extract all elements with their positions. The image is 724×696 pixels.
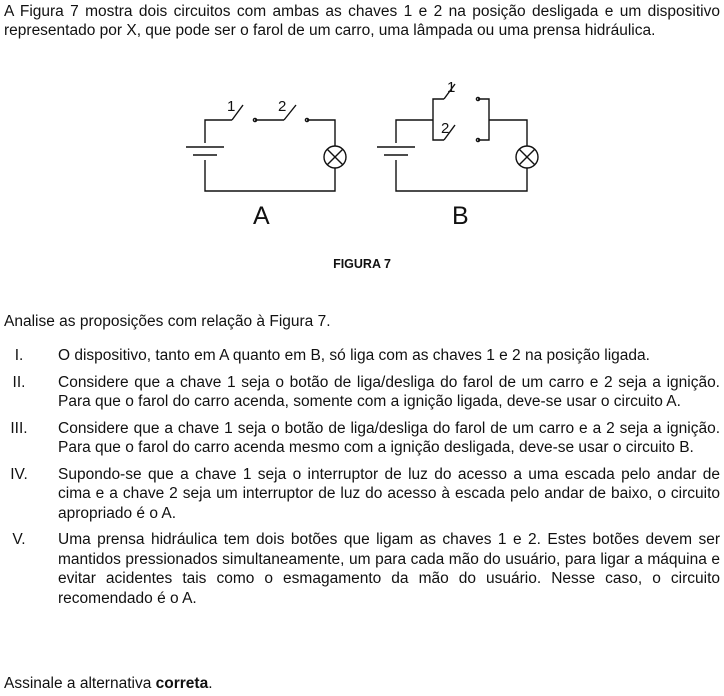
proposition-text: Considere que a chave 1 seja o botão de liga/desliga do farol de um carro e 2 seja a ignição. Para que o farol do carro acenda, somente com a ignição ligada, deve-se usar o circuito A. <box>58 373 720 410</box>
proposition-numeral: IV. <box>10 465 28 483</box>
proposition-numeral: III. <box>10 419 28 437</box>
intro-paragraph: A Figura 7 mostra dois circuitos com ambas as chaves 1 e 2 na posição desligada e um dispositivo representado por X, que pode ser o farol de um carro, uma lâmpada ou uma prensa hidráulica. <box>4 3 720 39</box>
final-prefix: Assinale a alternativa <box>4 675 156 692</box>
circuit-a-switch-2-label: 2 <box>278 98 287 115</box>
proposition-text: Uma prensa hidráulica tem dois botões que ligam as chaves 1 e 2. Estes botões devem ser mantidos pressionados simultaneamente, um para cada mão do usuário, para ligar a máquina e evitar acidentes tais como o esmagamento da mão do usuário. Nesse caso, o circuito recomendado é o A. <box>58 531 720 607</box>
circuit-b-switch-2-label: 2 <box>441 120 450 137</box>
proposition-text: O dispositivo, tanto em A quanto em B, só liga com as chaves 1 e 2 na posição ligada. <box>58 347 650 364</box>
circuit-b-switch-1-label: 1 <box>447 79 456 96</box>
proposition-text: Considere que a chave 1 seja o botão de liga/desliga do farol de um carro e a 2 seja a ignição. Para que o farol do carro acenda mesmo com a ignição desligada, deve-se usar o circuito B. <box>58 419 720 456</box>
final-instruction <box>4 675 213 693</box>
proposition-numeral: I. <box>14 347 24 364</box>
proposition-item <box>0 346 724 366</box>
circuit-b-diagram <box>377 84 538 191</box>
proposition-item <box>0 373 724 412</box>
final-emphasis: correta <box>155 675 209 692</box>
proposition-item <box>0 530 724 608</box>
circuit-a-switch-1-label: 1 <box>227 98 236 115</box>
final-suffix: . <box>208 675 213 692</box>
figure-7-circuits <box>0 0 724 250</box>
circuit-a-label: A <box>253 202 270 230</box>
circuit-b-label: B <box>452 202 469 230</box>
figure-caption: FIGURA 7 <box>333 257 391 271</box>
proposition-numeral: V. <box>12 531 26 548</box>
question-prompt: Analise as proposições com relação à Figura 7. <box>4 313 331 330</box>
proposition-numeral: II. <box>12 373 26 391</box>
proposition-item <box>0 419 724 458</box>
circuit-a-diagram <box>186 105 346 191</box>
propositions-list <box>0 346 724 615</box>
proposition-item <box>0 465 724 524</box>
proposition-text: Supondo-se que a chave 1 seja o interruptor de luz do acesso a uma escada pelo andar de cima e a chave 2 seja um interruptor de luz do acesso à escada pelo andar de baixo, o circuito apropriado é o A. <box>58 465 720 522</box>
